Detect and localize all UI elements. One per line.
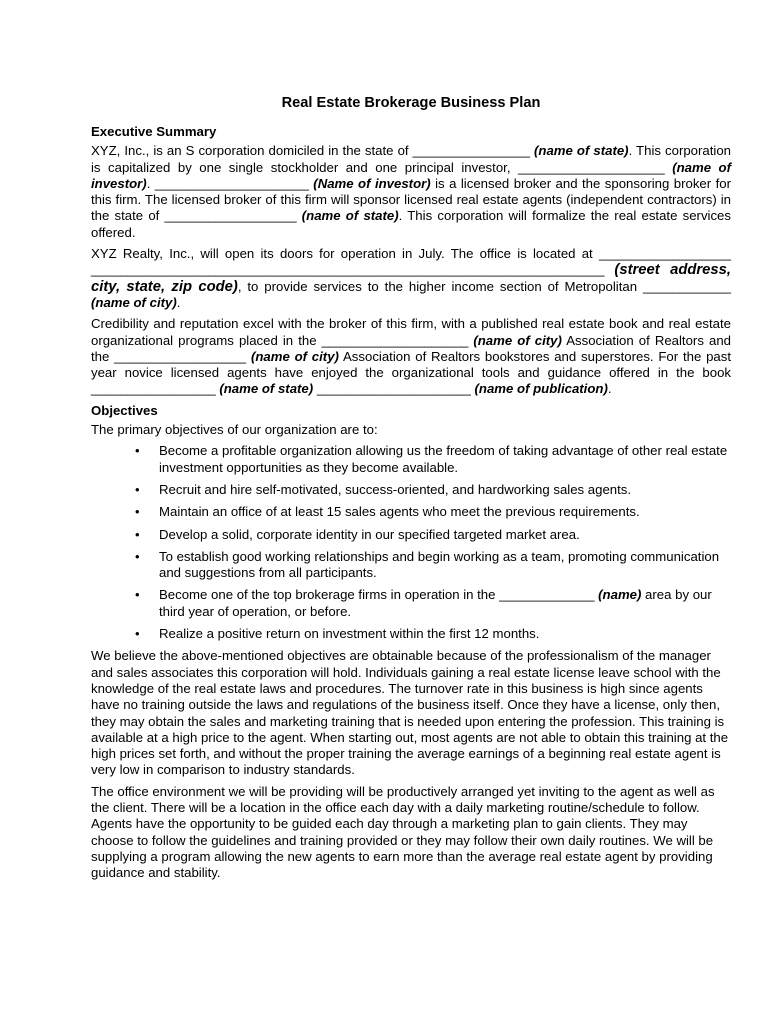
bullet-icon: • [135,443,140,459]
placeholder-name-of-city: (name of city) [91,294,177,310]
exec-summary-paragraph-2: XYZ Realty, Inc., will open its doors for operation in July. The office is located at __________________ ______________________________________________________________________ (street address, city, state, zip code), to provide services to the higher income section of Metropolitan ____________ (name of city). [91,246,731,310]
placeholder-name-of-investor-2: (Name of investor) [313,175,431,191]
list-item: • Recruit and hire self-motivated, success-oriented, and hardworking sales agents. [135,481,632,497]
placeholder-street-address: (street address, city, state, zip code) [91,262,731,295]
placeholder-name-of-publication: (name of publication) [474,381,608,397]
placeholder-name-of-state-3: (name of state) [219,381,314,397]
list-item: • Become a profitable organization allowing us the freedom of taking advantage of other real estate investment opportunities as they become available. [135,443,728,475]
placeholder-name-of-city-3: (name of city) [250,348,339,364]
objectives-intro: The primary objectives of our organization are to: [91,422,378,438]
bullet-icon: • [135,504,140,520]
objectives-heading: Objectives [91,402,158,418]
bullet-icon: • [135,481,140,497]
executive-summary-heading: Executive Summary [91,124,217,139]
page-title: Real Estate Brokerage Business Plan [281,95,541,111]
placeholder-name: (name) [598,587,642,603]
bullet-icon: • [135,587,140,603]
objectives-paragraph-1: We believe the above-mentioned objectives are obtainable because of the professionalism of the manager and sales associates this corporation will hold. Individuals gaining a real estate license leave school with the knowledge of the real estate laws and procedures. The turnover rate in this business is high since agents have no training outside the laws and regulations of the business itself. Once they have a license, only then, they may obtain the sales and marketing training that is needed upon entering the profession. This training is available at a high price to the agent. When starting out, most agents are not able to obtain this training at the high prices set forth, and without the proper training the average earnings of a beginning real estate agent is very low in comparison to industry standards. [91,648,729,778]
objectives-list [91,443,731,642]
list-item: • To establish good working relationships and begin working as a team, promoting communication and suggestions from all participants. [135,548,720,581]
list-item: • Realize a positive return on investment within the first 12 months. [135,626,540,642]
exec-summary-paragraph-1: XYZ, Inc., is an S corporation domiciled in the state of ________________ (name of state). This corporation is capitalized by one single stockholder and one principal investor, ____________________ (name of investor). _____________________ (Name of investor) is a licensed broker and the sponsoring broker for this firm. The licensed broker of this firm will sponsor licensed real estate agents (independent contractors) in the state of __________________ (name of state). This corporation will formalize the real estate services offered. [91,143,731,240]
objectives-paragraph-2: The office environment we will be providing will be productively arranged yet inviting to the agent as well as the client. There will be a location in the office each day with a daily marketing routine/schedule to follow. Agents have the opportunity to be guided each day through a marketing plan to gain clients. They may choose to follow the guidelines and training provided or they may follow their own daily routines. We will be supplying a program allowing the new agents to earn more than the average real estate agent by providing guidance and stability. [91,783,715,881]
list-item: • Develop a solid, corporate identity in our specified targeted market area. [135,526,580,542]
bullet-icon: • [135,626,140,642]
placeholder-name-of-investor: (name of investor) [91,159,731,191]
placeholder-name-of-state: (name of state) [534,143,629,159]
placeholder-name-of-city-2: (name of city) [473,332,562,348]
placeholder-name-of-state-2: (name of state) [301,208,399,224]
document-page [91,94,731,886]
bullet-icon: • [135,548,140,564]
list-item: • Maintain an office of at least 15 sales agents who meet the previous requirements. [135,504,640,520]
bullet-icon: • [135,526,140,542]
list-item: • Become one of the top brokerage firms in operation in the _____________ (name) area by our third year of operation, or before. [135,587,712,619]
exec-summary-paragraph-3: Credibility and reputation excel with the broker of this firm, with a published real estate book and real estate organizational programs placed in the ____________________ (name of city) Association of Realtors and the __________________ (name of city) Association of Realtors bookstores and superstores. For the past year novice licensed agents have enjoyed the organizational tools and guidance offered in the book _________________ (name of state) _____________________ (name of publication). [91,316,731,397]
